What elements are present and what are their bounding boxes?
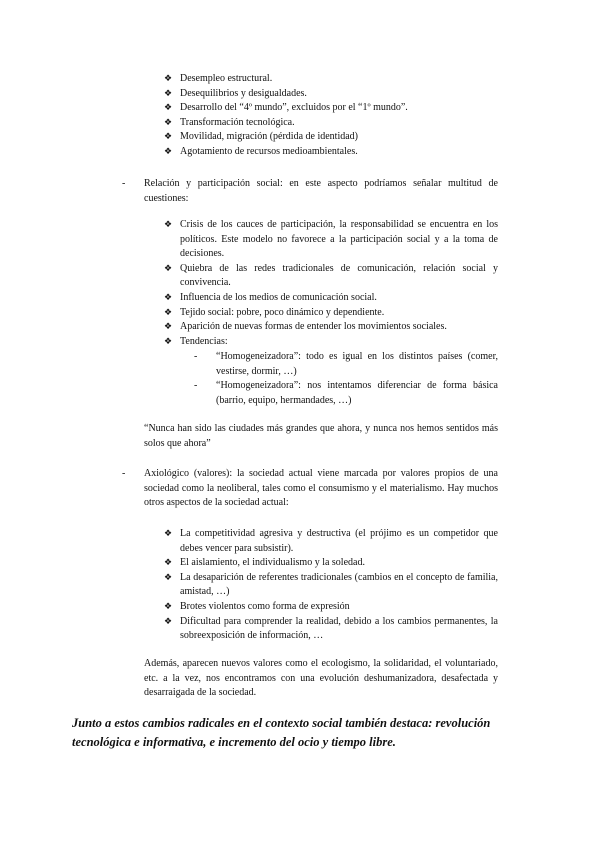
list-item: ❖ Movilidad, migración (pérdida de identidad) — [180, 130, 520, 145]
list-item: ❖ Tendencias: — [180, 335, 498, 350]
list-item: ❖ Desequilibrios y desigualdades. — [180, 87, 520, 102]
list-relacion — [180, 218, 498, 349]
relacion-paragraph: - Relación y participación social: en este aspecto podríamos señalar multitud de cuestiones: — [144, 177, 498, 206]
list-item: ❖ Crisis de los cauces de participación, la responsabilidad se encuentra en los políticos. Este modelo no favorece a la participación social y a la toma de decisiones. — [180, 218, 498, 262]
list-item: ❖ La competitividad agresiva y destructiva (el prójimo es un competidor que debes vencer para subsistir). — [180, 527, 498, 556]
quote: “Nunca han sido las ciudades más grandes que ahora, y nunca nos hemos sentidos más solos que ahora” — [144, 423, 498, 449]
closing-paragraph: Además, aparecen nuevos valores como el ecologismo, la solidaridad, el voluntariado, etc. a la vez, nos encontramos con una evolución deshumanizadora, desafectada y desarraigada de la sociedad. — [144, 658, 498, 699]
list-item: ❖ La desaparición de referentes tradicionales (cambios en el concepto de familia, amistad, …) — [180, 571, 498, 600]
list-item: ❖ Influencia de los medios de comunicación social. — [180, 291, 498, 306]
conclusion-heading: Junto a estos cambios radicales en el contexto social también destaca: revolución tecnológica e informativa, e incremento del ocio y tiempo libre. — [72, 716, 491, 749]
axiologico-paragraph: - Axiológico (valores): la sociedad actual viene marcada por valores propios de una sociedad como la neoliberal, tales como el consumismo y el materialismo. Hay muchos otros aspectos de la sociedad actual: — [144, 467, 498, 511]
list-item: ❖ Tejido social: pobre, poco dinámico y dependiente. — [180, 306, 498, 321]
list-item: ❖ Transformación tecnológica. — [180, 116, 520, 131]
list-item: ❖ Aparición de nuevas formas de entender los movimientos sociales. — [180, 320, 498, 335]
list-problems — [180, 72, 520, 160]
list-item: ❖ Dificultad para comprender la realidad, debido a los cambios permanentes, la sobreexposición de información, … — [180, 615, 498, 644]
list-item: ❖ Brotes violentos como forma de expresión — [180, 600, 498, 615]
list-item: ❖ El aislamiento, el individualismo y la soledad. — [180, 556, 498, 571]
list-tendencias — [216, 350, 498, 408]
list-item: ❖ Quiebra de las redes tradicionales de comunicación, relación social y convivencia. — [180, 262, 498, 291]
list-axiologico — [180, 527, 498, 644]
list-item: ❖ Desarrollo del “4º mundo”, excluidos por el “1º mundo”. — [180, 101, 520, 116]
list-item: ❖ Agotamiento de recursos medioambientales. — [180, 145, 520, 160]
list-item: - “Homogeneizadora”: nos intentamos diferenciar de forma básica (barrio, equipo, hermandades, …) — [216, 379, 498, 408]
list-item: ❖ Desempleo estructural. — [180, 72, 520, 87]
list-item: - “Homogeneizadora”: todo es igual en los distintos países (comer, vestirse, dormir, …) — [216, 350, 498, 379]
